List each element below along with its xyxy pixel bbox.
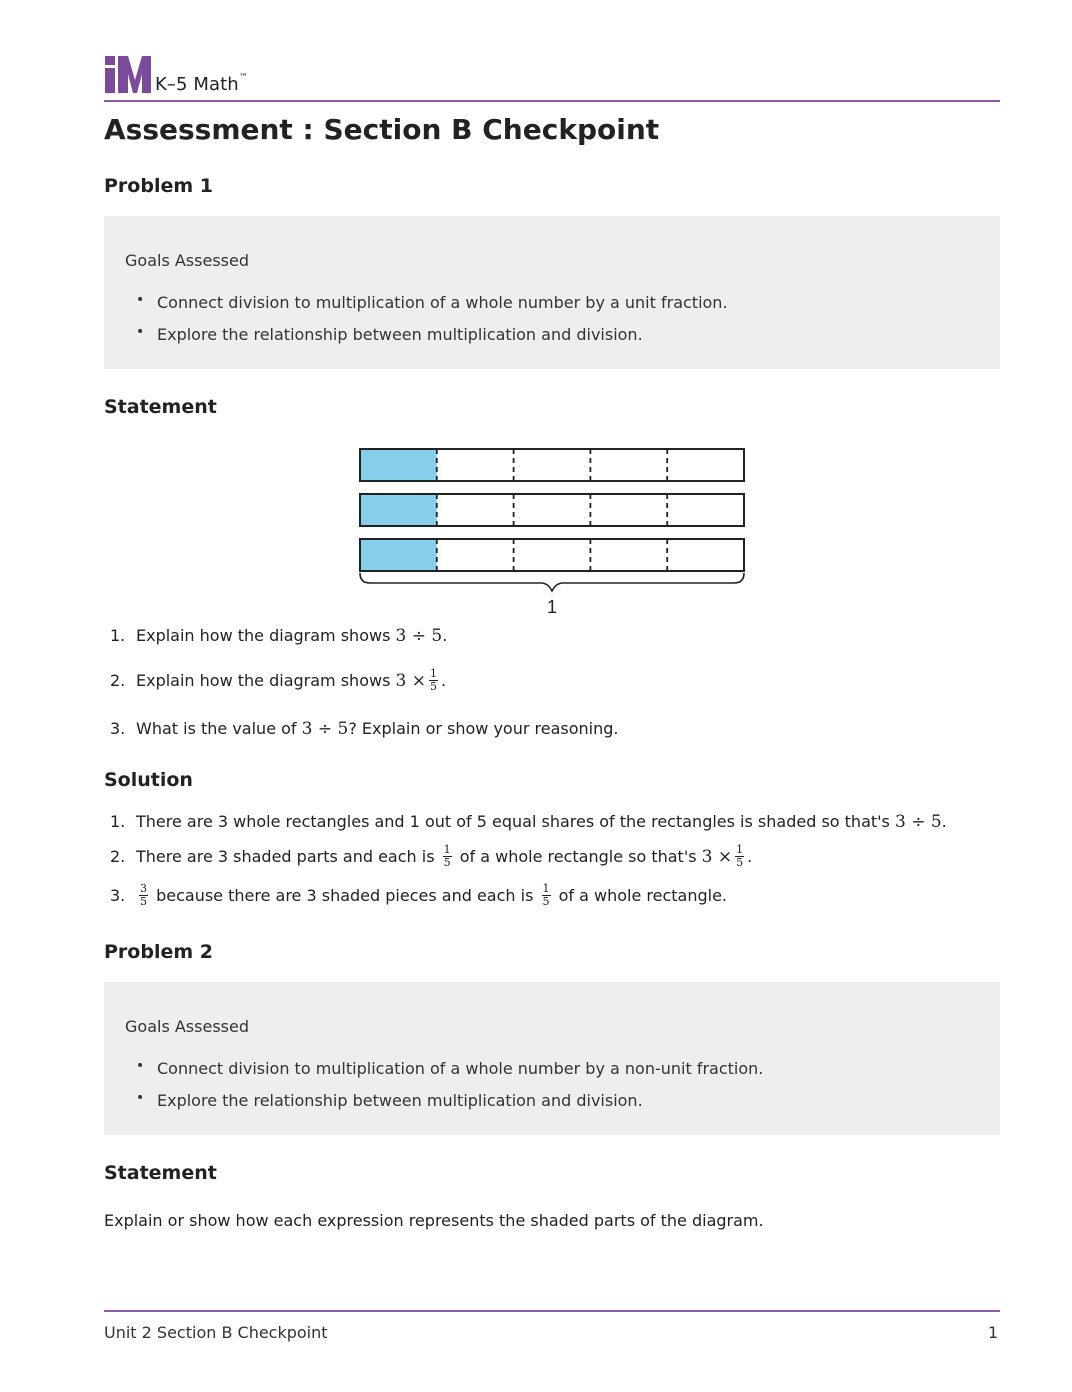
page-title: Assessment : Section B Checkpoint bbox=[104, 113, 660, 146]
goals-heading: Goals Assessed bbox=[125, 1017, 249, 1036]
brace-icon bbox=[360, 573, 744, 591]
bullet-icon: • bbox=[136, 1058, 145, 1074]
shaded-part bbox=[360, 494, 437, 526]
question-item: 3. What is the value of 3 ÷ 5? Explain or show your reasoning. bbox=[110, 719, 619, 739]
fraction: $\frac{1}{5}$ bbox=[542, 882, 550, 908]
fraction: $\frac{1}{5}$ bbox=[443, 843, 451, 869]
bullet-icon: • bbox=[136, 324, 145, 340]
solution-item: 3. $\frac{3}{5}$ because there are 3 shaded pieces and each is $\frac{1}{5}$ of a whole rectangle. bbox=[110, 882, 727, 908]
problem-2-heading: Problem 2 bbox=[104, 941, 213, 963]
fraction-strip-row bbox=[360, 539, 744, 571]
fraction: $\frac{1}{5}$ bbox=[736, 843, 744, 869]
fraction-strip-row bbox=[360, 449, 744, 481]
goal-item: • Explore the relationship between multiplication and division. bbox=[136, 1090, 643, 1110]
bullet-icon: • bbox=[136, 292, 145, 308]
solution-item: 1. There are 3 whole rectangles and 1 out of 5 equal shares of the rectangles is shaded so that's 3 ÷ 5. bbox=[110, 812, 947, 832]
goals-box-1 bbox=[104, 216, 1000, 369]
statement-text: Explain or show how each expression represents the shaded parts of the diagram. bbox=[104, 1211, 764, 1230]
goal-item: • Connect division to multiplication of a whole number by a non-unit fraction. bbox=[136, 1058, 764, 1078]
goal-item: • Explore the relationship between multiplication and division. bbox=[136, 324, 643, 344]
solution-heading: Solution bbox=[104, 769, 193, 791]
goal-item: • Connect division to multiplication of a whole number by a unit fraction. bbox=[136, 292, 728, 312]
fraction-strip-row bbox=[360, 494, 744, 526]
brace-label: 1 bbox=[546, 597, 558, 617]
statement-heading-1: Statement bbox=[104, 396, 217, 418]
im-logo-icon bbox=[104, 54, 152, 94]
page-number: 1 bbox=[988, 1323, 999, 1342]
footer-title: Unit 2 Section B Checkpoint bbox=[104, 1323, 328, 1342]
fraction-strip-diagram bbox=[355, 444, 751, 622]
fraction: $\frac{3}{5}$ bbox=[140, 882, 147, 908]
footer-rule bbox=[104, 1310, 1000, 1312]
brand-name: K–5 Math™ bbox=[155, 73, 248, 95]
question-item: 2. Explain how the diagram shows 3 × $\frac{1}{5}$ . bbox=[110, 667, 447, 693]
goals-heading: Goals Assessed bbox=[125, 251, 249, 270]
fraction: $\frac{1}{5}$ bbox=[429, 667, 437, 693]
statement-heading-2: Statement bbox=[104, 1162, 217, 1184]
question-item: 1. Explain how the diagram shows 3 ÷ 5. bbox=[110, 626, 448, 646]
problem-1-heading: Problem 1 bbox=[104, 175, 213, 197]
header-rule bbox=[104, 100, 1000, 102]
shaded-part bbox=[360, 449, 437, 481]
shaded-part bbox=[360, 539, 437, 571]
solution-item: 2. There are 3 shaded parts and each is $\frac{1}{5}$ of a whole rectangle so that's 3 × $\frac{1}{5}$ . bbox=[110, 843, 753, 869]
goals-box-2 bbox=[104, 982, 1000, 1135]
bullet-icon: • bbox=[136, 1090, 145, 1106]
